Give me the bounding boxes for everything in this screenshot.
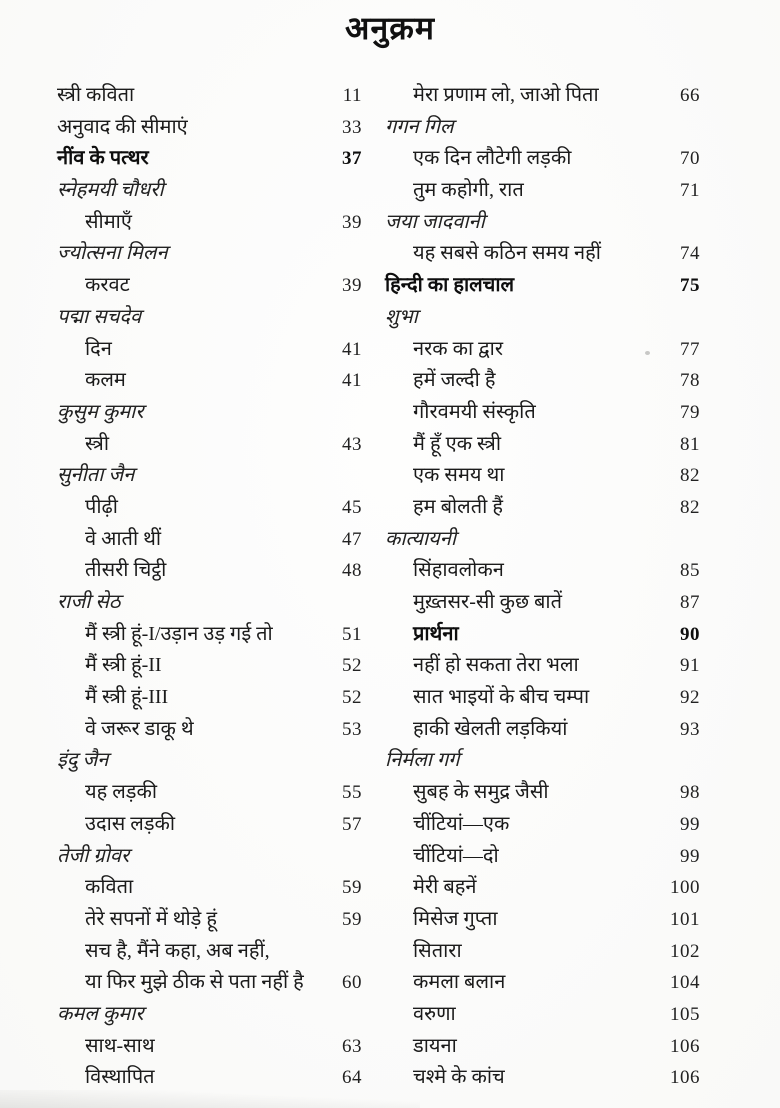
toc-entry-row — [57, 555, 362, 587]
toc-entry-row — [385, 1031, 700, 1063]
toc-author-name: सुनीता जैन — [57, 464, 135, 487]
toc-entry-page-number: 57 — [342, 813, 362, 835]
toc-entry-page-number: 105 — [670, 1003, 700, 1025]
toc-entry-page-number: 53 — [342, 718, 362, 740]
toc-entry-row — [385, 143, 700, 175]
toc-column-right — [385, 80, 700, 1094]
toc-entry-row — [57, 619, 362, 651]
toc-entry-row — [57, 777, 362, 809]
toc-entry-title: चश्मे के कांच — [413, 1066, 505, 1089]
toc-entry-page-number: 98 — [680, 782, 700, 804]
toc-entry-title: मिसेज गुप्ता — [413, 907, 498, 930]
toc-entry-page-number: 99 — [680, 813, 700, 835]
toc-author-name: ज्योत्सना मिलन — [57, 242, 168, 265]
toc-author-row — [385, 745, 700, 777]
toc-entry-page-number: 63 — [342, 1035, 362, 1057]
toc-entry-title: सिंहावलोकन — [413, 559, 504, 582]
toc-author-name: तेजी ग्रोवर — [57, 844, 130, 867]
toc-entry-page-number: 78 — [680, 370, 700, 392]
toc-entry-row — [57, 429, 362, 461]
toc-entry-row — [385, 650, 700, 682]
toc-entry-title: पीढ़ी — [85, 495, 118, 518]
toc-entry-title: कविता — [85, 876, 134, 899]
toc-entry-title: मैं स्त्री हूं-III — [85, 686, 169, 709]
toc-entry-page-number: 87 — [680, 592, 700, 613]
toc-entry-row — [57, 143, 362, 175]
toc-entry-page-number: 75 — [680, 275, 700, 297]
toc-entry-row — [57, 809, 362, 841]
toc-entry-title: विस्थापित — [85, 1066, 155, 1089]
toc-entry-row — [385, 587, 700, 619]
toc-entry-title: सितारा — [413, 939, 462, 962]
toc-entry-page-number: 37 — [342, 148, 362, 170]
toc-entry-title: वे जरूर डाकू थे — [85, 717, 194, 740]
toc-entry-row — [385, 777, 700, 809]
toc-entry-row — [57, 682, 362, 714]
toc-entry-title: सच है, मैंने कहा, अब नहीं, — [85, 939, 270, 962]
toc-entry-title: कलम — [85, 369, 126, 392]
toc-entry-row — [57, 270, 362, 302]
toc-entry-page-number: 60 — [342, 972, 362, 994]
toc-entry-row — [385, 555, 700, 587]
toc-entry-page-number: 77 — [680, 338, 700, 360]
toc-entry-page-number: 100 — [670, 877, 700, 899]
toc-entry-page-number: 66 — [680, 85, 700, 106]
toc-entry-row — [385, 334, 700, 366]
toc-entry-row — [57, 524, 362, 556]
toc-author-row — [57, 841, 362, 873]
toc-entry-title: तेरे सपनों में थोड़े हूं — [85, 907, 217, 930]
toc-entry-row — [57, 967, 362, 999]
toc-author-name: राजी सेठ — [57, 591, 121, 613]
toc-entry-page-number: 71 — [680, 180, 700, 202]
toc-entry-page-number: 41 — [342, 370, 362, 392]
toc-entry-row — [57, 80, 362, 112]
toc-entry-title: वरुणा — [413, 1002, 456, 1025]
toc-entry-row — [385, 619, 700, 651]
toc-entry-title: हाकी खेलती लड़कियां — [413, 717, 568, 740]
toc-author-name: कुसुम कुमार — [57, 400, 144, 423]
toc-author-name: इंदु जैन — [57, 749, 109, 772]
toc-entry-row — [385, 238, 700, 270]
toc-entry-page-number: 93 — [680, 718, 700, 740]
toc-entry-page-number: 55 — [342, 782, 362, 804]
toc-entry-row — [57, 1031, 362, 1063]
toc-author-row — [57, 999, 362, 1031]
toc-entry-title: कमला बलान — [413, 971, 506, 994]
toc-author-row — [385, 302, 700, 334]
toc-entry-title: हिन्दी का हालचाल — [385, 274, 515, 297]
toc-entry-row — [385, 936, 700, 968]
toc-entry-title: मैं स्त्री हूं-II — [85, 654, 162, 677]
toc-column-left — [57, 80, 362, 1094]
toc-entry-row — [57, 365, 362, 397]
toc-entry-title: उदास लड़की — [85, 812, 176, 835]
toc-author-name: कात्यायनी — [385, 527, 456, 550]
toc-entry-page-number: 33 — [342, 116, 362, 138]
toc-entry-title: गौरवमयी संस्कृति — [413, 400, 536, 423]
toc-entry-row — [57, 492, 362, 524]
toc-entry-page-number: 104 — [670, 972, 700, 994]
toc-entry-row — [385, 967, 700, 999]
toc-author-row — [57, 302, 362, 334]
toc-entry-page-number: 82 — [680, 465, 700, 487]
toc-entry-page-number: 79 — [680, 401, 700, 423]
toc-entry-row — [57, 904, 362, 936]
toc-author-name: निर्मला गर्ग — [385, 749, 460, 772]
toc-author-name: शुभा — [385, 305, 418, 328]
toc-entry-row — [385, 809, 700, 841]
toc-entry-title: तीसरी चिट्ठी — [85, 559, 167, 582]
toc-entry-row — [57, 650, 362, 682]
toc-entry-title: स्त्री कविता — [57, 84, 135, 106]
toc-entry-row — [385, 429, 700, 461]
toc-entry-page-number: 85 — [680, 560, 700, 582]
toc-entry-title: करवट — [85, 274, 130, 297]
toc-author-name: गगन गिल — [385, 115, 454, 138]
toc-entry-row — [385, 365, 700, 397]
toc-entry-page-number: 99 — [680, 845, 700, 867]
toc-entry-page-number: 90 — [680, 623, 700, 645]
toc-entry-title: मेरी बहनें — [413, 876, 477, 899]
toc-entry-row — [385, 80, 700, 112]
toc-entry-page-number: 11 — [342, 85, 362, 106]
toc-author-name: स्नेहमयी चौधरी — [57, 179, 164, 202]
toc-entry-page-number: 102 — [670, 940, 700, 962]
toc-entry-page-number: 101 — [670, 908, 700, 930]
toc-entry-page-number: 81 — [680, 433, 700, 455]
toc-entry-page-number: 92 — [680, 687, 700, 709]
toc-entry-title: अनुवाद की सीमाएं — [57, 115, 188, 138]
toc-entry-row — [385, 904, 700, 936]
toc-entry-title: नींव के पत्थर — [57, 147, 149, 170]
toc-entry-title: सीमाएँ — [85, 210, 132, 233]
toc-author-row — [385, 207, 700, 239]
toc-entry-page-number: 52 — [342, 655, 362, 677]
page-title: अनुक्रम — [345, 10, 435, 46]
toc-entry-page-number: 48 — [342, 560, 362, 582]
toc-entry-page-number: 64 — [342, 1067, 362, 1089]
toc-entry-row — [385, 460, 700, 492]
toc-entry-page-number: 91 — [680, 655, 700, 677]
toc-entry-page-number: 74 — [680, 243, 700, 265]
toc-entry-title: यह लड़की — [85, 781, 158, 804]
toc-entry-row — [385, 397, 700, 429]
toc-entry-title: डायना — [413, 1034, 457, 1057]
toc-entry-page-number: 45 — [342, 496, 362, 518]
toc-entry-page-number: 41 — [342, 338, 362, 360]
toc-author-name: पद्मा सचदेव — [57, 305, 142, 328]
toc-entry-page-number: 70 — [680, 148, 700, 170]
toc-entry-title: मुख़्तसर-सी कुछ बातें — [413, 591, 562, 613]
toc-entry-page-number: 52 — [342, 687, 362, 709]
toc-entry-title: एक समय था — [413, 464, 505, 487]
toc-entry-page-number: 59 — [342, 877, 362, 899]
toc-author-row — [385, 112, 700, 144]
toc-entry-title: तुम कहोगी, रात — [413, 179, 524, 202]
toc-entry-title: सुबह के समुद्र जैसी — [413, 781, 549, 804]
toc-entry-row — [385, 270, 700, 302]
toc-author-row — [57, 587, 362, 619]
toc-author-row — [57, 745, 362, 777]
toc-entry-title: मेरा प्रणाम लो, जाओ पिता — [413, 84, 599, 106]
toc-author-row — [385, 524, 700, 556]
toc-entry-title: या फिर मुझे ठीक से पता नहीं है — [85, 971, 304, 994]
toc-entry-title: हम बोलती हैं — [413, 495, 503, 518]
toc-entry-page-number: 59 — [342, 908, 362, 930]
toc-entry-page-number: 47 — [342, 528, 362, 550]
toc-entry-title: नहीं हो सकता तेरा भला — [413, 654, 579, 677]
toc-entry-page-number: 82 — [680, 496, 700, 518]
toc-entry-title: साथ-साथ — [85, 1034, 155, 1057]
toc-entry-title: सात भाइयों के बीच चम्पा — [413, 686, 590, 709]
toc-entry-row — [385, 714, 700, 746]
toc-entry-page-number: 106 — [670, 1035, 700, 1057]
toc-entry-title: दिन — [85, 337, 112, 360]
toc-entry-row — [57, 207, 362, 239]
toc-entry-title: हमें जल्दी है — [413, 369, 496, 392]
toc-entry-row — [57, 872, 362, 904]
toc-entry-title: मैं हूँ एक स्त्री — [413, 432, 501, 455]
toc-entry-row — [57, 936, 362, 968]
toc-entry-row — [57, 112, 362, 144]
toc-author-row — [57, 175, 362, 207]
toc-entry-page-number: 39 — [342, 211, 362, 233]
toc-entry-row — [385, 1062, 700, 1094]
toc-author-row — [57, 460, 362, 492]
toc-entry-page-number: 51 — [342, 623, 362, 645]
toc-entry-row — [385, 175, 700, 207]
scan-speck — [645, 351, 650, 355]
toc-entry-title: चींटियां—एक — [413, 812, 510, 835]
toc-entry-title: मैं स्त्री हूं-I/उड़ान उड़ गई तो — [85, 622, 273, 645]
toc-entry-row — [57, 714, 362, 746]
toc-entry-row — [385, 841, 700, 873]
toc-entry-page-number: 39 — [342, 275, 362, 297]
toc-entry-row — [57, 334, 362, 366]
toc-author-name: जया जादवानी — [385, 210, 485, 233]
toc-entry-page-number: 43 — [342, 433, 362, 455]
toc-entry-title: वे आती थीं — [85, 527, 162, 550]
toc-entry-title: एक दिन लौटेगी लड़की — [413, 147, 572, 170]
toc-entry-title: प्रार्थना — [413, 622, 459, 645]
toc-entry-row — [385, 682, 700, 714]
toc-entry-page-number: 106 — [670, 1067, 700, 1089]
toc-entry-row — [385, 872, 700, 904]
toc-author-name: कमल कुमार — [57, 1002, 144, 1025]
toc-entry-row — [57, 1062, 362, 1094]
toc-entry-title: नरक का द्वार — [413, 337, 504, 360]
toc-entry-title: यह सबसे कठिन समय नहीं — [413, 242, 601, 265]
toc-author-row — [57, 397, 362, 429]
toc-entry-title: चींटियां—दो — [413, 844, 499, 867]
toc-entry-row — [385, 492, 700, 524]
toc-author-row — [57, 238, 362, 270]
toc-entry-row — [385, 999, 700, 1031]
toc-entry-title: स्त्री — [85, 432, 109, 455]
